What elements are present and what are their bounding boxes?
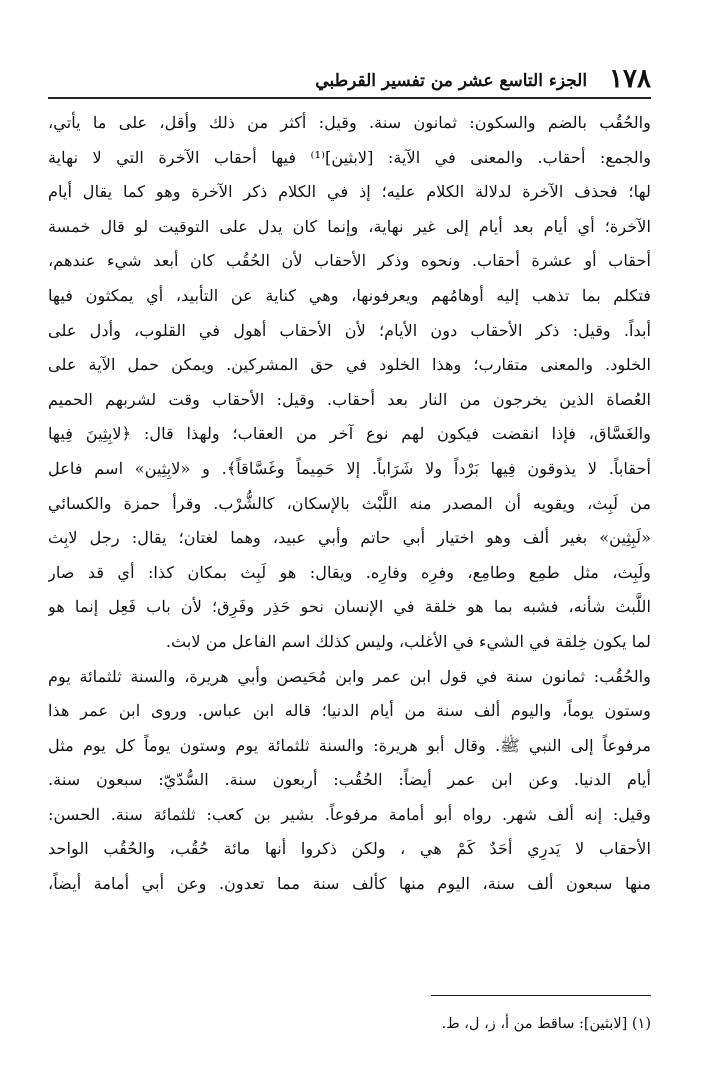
text-line: وستون يوماً، واليوم ألف سنة من أيام الدنيا؛ قاله ابن عباس. وروى ابن عمر هذا: [48, 701, 651, 721]
text-line: الآخرة؛ أي أيام بعد أيام إلى غير نهاية، وإنما كان يدل على التوقيت لو قال خمسة: [48, 216, 651, 236]
text-line: والغَسَّاق، فإذا انقضت فيكون لهم نوع آخر من العقاب؛ ولهذا قال: ﴿لابِثِينَ فِيها: [48, 424, 651, 444]
text-line: لها؛ فحذف الآخرة لدلالة الكلام عليه؛ إذ في الكلام ذكر الآخرة وهو كما يقال أيام: [48, 182, 651, 202]
text-line: من لَبِث، ويقويه أن المصدر منه اللَّبْث بالإسكان، كالشُّرْب. وقرأ حمزة والكسائي: [48, 493, 651, 513]
body-text: [48, 106, 651, 902]
text-line: الأحقاب لا يَدرِي أحَدٌ كَمْ هي ، ولكن ذكروا أنها مائة حُقُب، والحُقُب الواحد: [48, 839, 651, 859]
text-line: فتكلم بما تذهب إليه أوهامُهم ويعرفونها، وهي كناية عن التأبيد، أي يمكثون فيها: [48, 285, 651, 305]
header-rule: [48, 97, 651, 99]
footnote-rule: [431, 995, 651, 996]
text-line: وقيل: إنه ألف شهر. رواه أبو أمامة مرفوعاً. بشير بن كعب: ثلثمائة سنة. الحسن:: [48, 804, 651, 824]
page-header: [48, 60, 651, 94]
running-title: الجزء التاسع عشر من تفسير القرطبي: [315, 71, 588, 91]
text-line: مرفوعاً إلى النبي ﷺ. وقال أبو هريرة: والسنة ثلثمائة يوم وستون يوماً كل يوم مثل: [48, 735, 651, 755]
text-line: ولَبِث، مثل طمِع وطامِع، وفرِه وفارِه. ويقال: هو لَبِث بمكان كذا: أي قد صار: [48, 562, 651, 582]
footnote: (١) [لابثين]: ساقط من أ، ز، ل، ط.: [441, 1016, 651, 1032]
text-line: والجمع: أحقاب. والمعنى في الآية: [لابثين]⁽¹⁾ فيها أحقاب الآخرة التي لا نهاية: [48, 147, 651, 167]
text-line: الخلود. والمعنى متقارب؛ وهذا الخلود في حق المشركين. ويمكن حمل الآية على: [48, 355, 651, 375]
text-line: أحقاب أو عشرة أحقاب. ونحوه وذكر الأحقاب لأن الحُقُب كان أبعد شيء عندهم،: [48, 251, 651, 271]
text-line: العُصاة الذين يخرجون من النار بعد أحقاب. وقيل: الأحقاب وقت لشربهم الحميم: [48, 389, 651, 409]
text-line: أيام الدنيا. وعن ابن عمر أيضاً: الحُقُب: أربعون سنة. السُّدّيّ: سبعون سنة.: [48, 770, 651, 790]
page-number: ١٧٨: [609, 64, 651, 94]
text-line: منها سبعون ألف سنة، اليوم منها كألف سنة مما تعدون. وعن أبي أمامة أيضاً،: [48, 874, 651, 894]
text-line: والحُقُب بالضم والسكون: ثمانون سنة. وقيل: أكثر من ذلك وأقل، على ما يأتي،: [48, 113, 651, 132]
text-line: «لَبِثِين» بغير ألف وهو اختيار أبي حاتم وأبي عبيد، وهما لغتان؛ يقال: رجل لابِث: [48, 528, 651, 548]
text-line: اللَّبث شأنه، فشبه بما هو خلقة في الإنسان نحو حَذِر وفَرِق؛ لأن باب فَعِل إنما هو: [48, 597, 651, 617]
text-line: أبداً. وقيل: ذكر الأحقاب دون الأيام؛ لأن الأحقاب أهول في القلوب، وأدل على: [48, 320, 651, 340]
text-line: والحُقُب: ثمانون سنة في قول ابن عمر وابن مُحَيصن وأبي هريرة، والسنة ثلثمائة يوم: [48, 666, 651, 686]
text-line: لما يكون خِلقة في الشيء في الأغلب، وليس كذلك اسم الفاعل من لابث.: [165, 631, 651, 651]
text-line: أحقاباً. لا يذوقون فِيها بَرْداً ولا شَرَاباً. إلا حَمِيماً وغَسَّاقاً﴾. و «لابِثِين» اسم فاعل: [48, 458, 651, 478]
